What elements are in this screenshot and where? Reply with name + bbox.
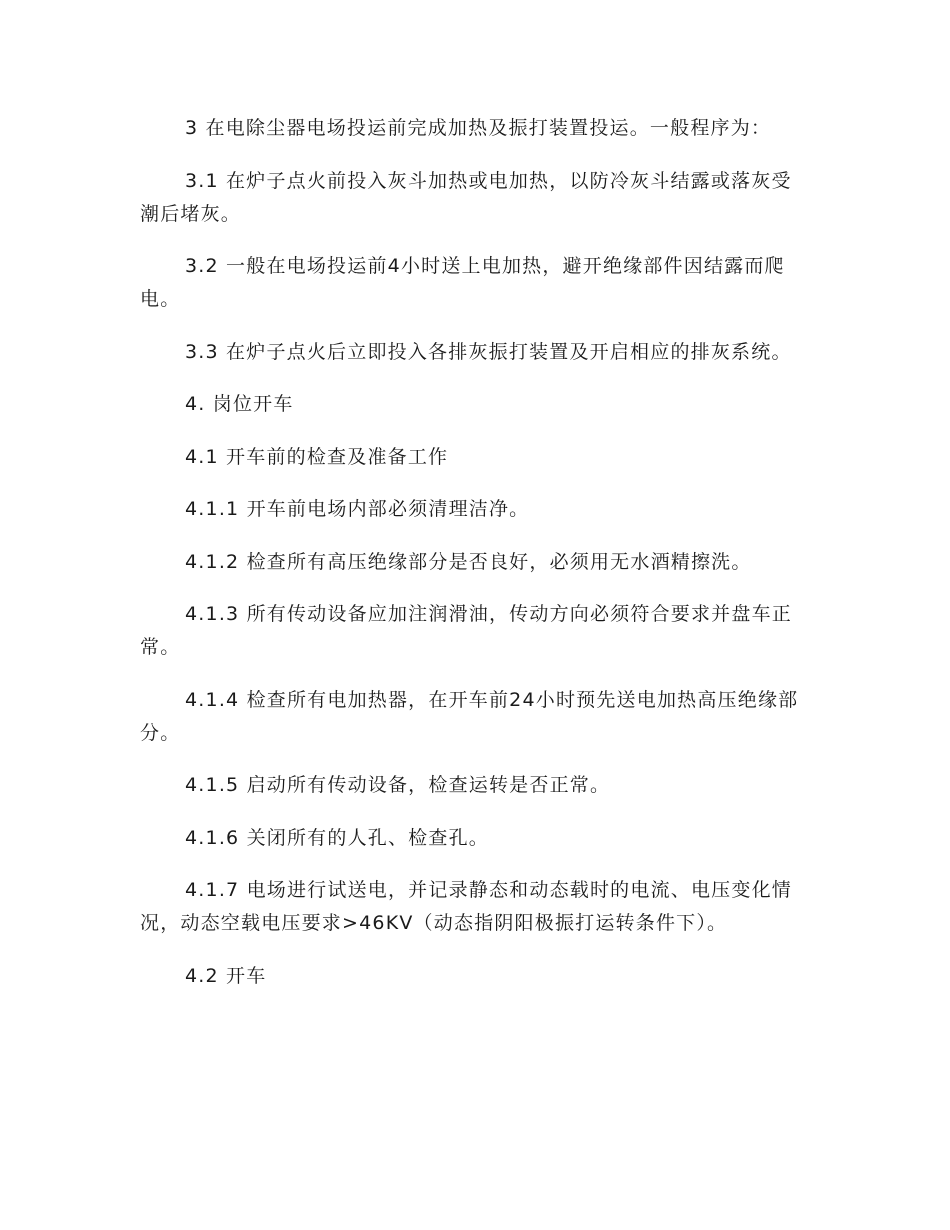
paragraph-4-1-4: 4.1.4 检查所有电加热器，在开车前24小时预先送电加热高压绝缘部分。 (140, 688, 799, 744)
section-heading-4: 4. 岗位开车 (185, 393, 294, 415)
paragraph-4-1-3: 4.1.3 所有传动设备应加注润滑油，传动方向必须符合要求并盘车正常。 (140, 603, 792, 658)
paragraph-3-2: 3.2 一般在电场投运前4小时送上电加热，避开绝缘部件因结露而爬电。 (140, 255, 785, 310)
document-body (140, 112, 810, 1012)
paragraph-4-1-1: 4.1.1 开车前电场内部必须清理洁净。 (185, 498, 530, 520)
paragraph-3-3: 3.3 在炉子点火后立即投入各排灰振打装置及开启相应的排灰系统。 (185, 340, 792, 363)
subsection-heading-4-1: 4.1 开车前的检查及准备工作 (185, 445, 449, 468)
paragraph-4-1-7: 4.1.7 电场进行试送电，并记录静态和动态载时的电流、电压变化情况，动态空载电压要求>46KV（动态指阴阳极振打运转条件下）。 (140, 879, 792, 934)
paragraph-4-1-2: 4.1.2 检查所有高压绝缘部分是否良好，必须用无水酒精擦洗。 (185, 550, 752, 573)
paragraph-3-1: 3.1 在炉子点火前投入灰斗加热或电加热，以防冷灰斗结露或落灰受潮后堵灰。 (140, 169, 792, 225)
subsection-heading-4-2: 4.2 开车 (185, 964, 267, 987)
paragraph-3: 3 在电除尘器电场投运前完成加热及振打装置投运。一般程序为： (185, 117, 772, 139)
paragraph-4-1-6: 4.1.6 关闭所有的人孔、检查孔。 (185, 826, 489, 849)
paragraph-4-1-5: 4.1.5 启动所有传动设备，检查运转是否正常。 (185, 774, 611, 796)
